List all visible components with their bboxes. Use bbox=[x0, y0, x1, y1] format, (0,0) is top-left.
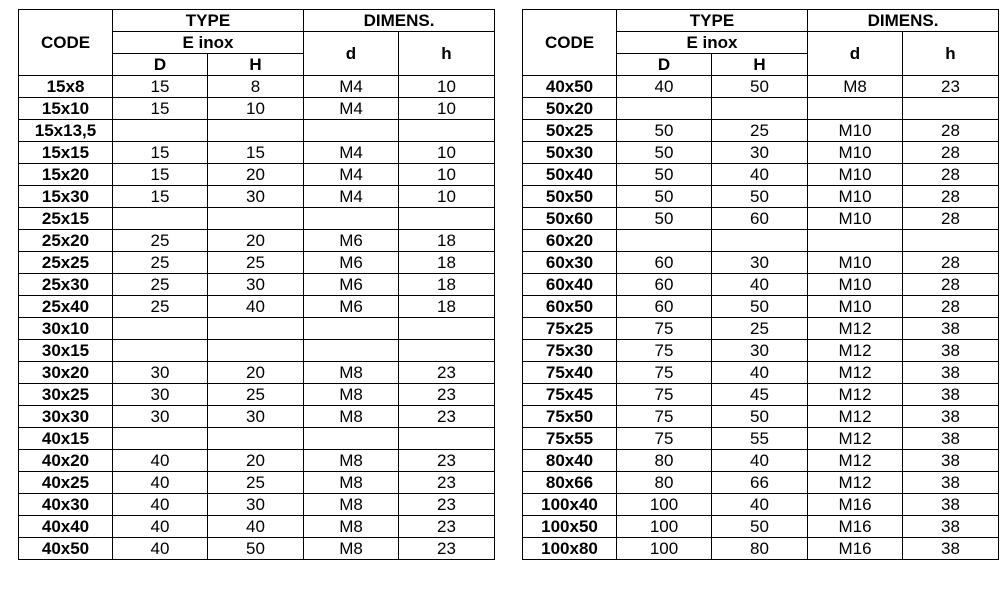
d-cell: M10 bbox=[808, 208, 903, 230]
code-cell: 80x66 bbox=[523, 472, 617, 494]
h-cell: 10 bbox=[399, 98, 495, 120]
d-cell: M12 bbox=[808, 384, 903, 406]
d-cell: M10 bbox=[808, 296, 903, 318]
H-cell: 30 bbox=[712, 340, 808, 362]
H-cell: 40 bbox=[712, 494, 808, 516]
H-cell: 8 bbox=[208, 76, 304, 98]
code-cell: 75x25 bbox=[523, 318, 617, 340]
d-cell: M12 bbox=[808, 340, 903, 362]
D-cell: 75 bbox=[617, 362, 712, 384]
H-cell: 25 bbox=[208, 472, 304, 494]
code-cell: 40x15 bbox=[19, 428, 113, 450]
header-material: E inox bbox=[617, 32, 808, 54]
d-cell: M12 bbox=[808, 472, 903, 494]
H-cell bbox=[208, 340, 304, 362]
d-cell: M8 bbox=[304, 472, 399, 494]
d-cell: M12 bbox=[808, 406, 903, 428]
table-row bbox=[19, 384, 495, 406]
header-type: TYPE bbox=[617, 10, 808, 32]
h-cell bbox=[399, 318, 495, 340]
d-cell: M16 bbox=[808, 516, 903, 538]
table-row bbox=[523, 362, 999, 384]
header-dimens: DIMENS. bbox=[808, 10, 999, 32]
H-cell: 30 bbox=[208, 274, 304, 296]
H-cell bbox=[208, 208, 304, 230]
D-cell: 75 bbox=[617, 428, 712, 450]
table-row bbox=[19, 472, 495, 494]
table-row bbox=[19, 142, 495, 164]
D-cell: 50 bbox=[617, 186, 712, 208]
table-row bbox=[523, 142, 999, 164]
table-row bbox=[523, 516, 999, 538]
table-row bbox=[523, 120, 999, 142]
code-cell: 30x10 bbox=[19, 318, 113, 340]
code-cell: 60x30 bbox=[523, 252, 617, 274]
D-cell: 25 bbox=[113, 230, 208, 252]
D-cell: 75 bbox=[617, 340, 712, 362]
code-cell: 50x40 bbox=[523, 164, 617, 186]
h-cell bbox=[399, 428, 495, 450]
h-cell: 38 bbox=[903, 362, 999, 384]
h-cell: 23 bbox=[399, 538, 495, 560]
h-cell: 23 bbox=[399, 384, 495, 406]
table-row bbox=[19, 538, 495, 560]
D-cell: 50 bbox=[617, 142, 712, 164]
h-cell: 38 bbox=[903, 516, 999, 538]
h-cell: 38 bbox=[903, 472, 999, 494]
header-type: TYPE bbox=[113, 10, 304, 32]
d-cell: M4 bbox=[304, 98, 399, 120]
table-body-left bbox=[19, 76, 495, 560]
h-cell: 38 bbox=[903, 494, 999, 516]
table-row bbox=[523, 472, 999, 494]
h-cell: 38 bbox=[903, 538, 999, 560]
code-cell: 60x20 bbox=[523, 230, 617, 252]
header-H: H bbox=[208, 54, 304, 76]
header-h: h bbox=[903, 32, 999, 76]
h-cell: 18 bbox=[399, 252, 495, 274]
H-cell: 30 bbox=[712, 142, 808, 164]
D-cell: 15 bbox=[113, 186, 208, 208]
d-cell: M6 bbox=[304, 252, 399, 274]
D-cell: 40 bbox=[617, 76, 712, 98]
code-cell: 75x50 bbox=[523, 406, 617, 428]
d-cell: M8 bbox=[808, 76, 903, 98]
d-cell: M12 bbox=[808, 318, 903, 340]
table-row bbox=[523, 252, 999, 274]
table-row bbox=[19, 98, 495, 120]
D-cell: 15 bbox=[113, 142, 208, 164]
H-cell: 30 bbox=[208, 186, 304, 208]
code-cell: 25x40 bbox=[19, 296, 113, 318]
d-cell: M10 bbox=[808, 164, 903, 186]
h-cell: 38 bbox=[903, 428, 999, 450]
H-cell: 50 bbox=[712, 406, 808, 428]
code-cell: 40x40 bbox=[19, 516, 113, 538]
d-cell: M8 bbox=[304, 362, 399, 384]
code-cell: 75x55 bbox=[523, 428, 617, 450]
code-cell: 60x40 bbox=[523, 274, 617, 296]
code-cell: 50x30 bbox=[523, 142, 617, 164]
D-cell: 30 bbox=[113, 384, 208, 406]
D-cell: 50 bbox=[617, 120, 712, 142]
h-cell: 38 bbox=[903, 340, 999, 362]
H-cell: 40 bbox=[712, 362, 808, 384]
table-row bbox=[523, 230, 999, 252]
header-material: E inox bbox=[113, 32, 304, 54]
d-cell: M4 bbox=[304, 76, 399, 98]
H-cell bbox=[712, 230, 808, 252]
code-cell: 100x50 bbox=[523, 516, 617, 538]
H-cell: 20 bbox=[208, 450, 304, 472]
code-cell: 40x50 bbox=[19, 538, 113, 560]
h-cell: 38 bbox=[903, 450, 999, 472]
h-cell: 23 bbox=[903, 76, 999, 98]
code-cell: 40x50 bbox=[523, 76, 617, 98]
h-cell bbox=[399, 340, 495, 362]
table-row bbox=[19, 494, 495, 516]
code-cell: 40x30 bbox=[19, 494, 113, 516]
d-cell: M8 bbox=[304, 516, 399, 538]
h-cell: 28 bbox=[903, 252, 999, 274]
d-cell: M16 bbox=[808, 538, 903, 560]
D-cell: 30 bbox=[113, 362, 208, 384]
H-cell: 25 bbox=[208, 252, 304, 274]
code-cell: 75x45 bbox=[523, 384, 617, 406]
table-row bbox=[523, 428, 999, 450]
h-cell: 23 bbox=[399, 362, 495, 384]
d-cell: M6 bbox=[304, 230, 399, 252]
H-cell: 60 bbox=[712, 208, 808, 230]
H-cell: 20 bbox=[208, 164, 304, 186]
D-cell: 40 bbox=[113, 538, 208, 560]
h-cell: 18 bbox=[399, 230, 495, 252]
d-cell: M10 bbox=[808, 120, 903, 142]
d-cell: M8 bbox=[304, 494, 399, 516]
table-row bbox=[19, 230, 495, 252]
H-cell: 40 bbox=[712, 450, 808, 472]
d-cell: M12 bbox=[808, 428, 903, 450]
header-code: CODE bbox=[523, 10, 617, 76]
code-cell: 15x30 bbox=[19, 186, 113, 208]
code-cell: 75x40 bbox=[523, 362, 617, 384]
D-cell bbox=[617, 230, 712, 252]
H-cell: 50 bbox=[712, 186, 808, 208]
D-cell: 60 bbox=[617, 274, 712, 296]
d-cell bbox=[304, 340, 399, 362]
code-cell: 15x13,5 bbox=[19, 120, 113, 142]
table-row bbox=[523, 208, 999, 230]
header-code: CODE bbox=[19, 10, 113, 76]
D-cell bbox=[113, 340, 208, 362]
H-cell: 50 bbox=[712, 76, 808, 98]
H-cell: 40 bbox=[208, 516, 304, 538]
header-D: D bbox=[617, 54, 712, 76]
d-cell bbox=[304, 428, 399, 450]
H-cell: 30 bbox=[208, 406, 304, 428]
code-cell: 30x15 bbox=[19, 340, 113, 362]
d-cell: M4 bbox=[304, 164, 399, 186]
code-cell: 25x15 bbox=[19, 208, 113, 230]
D-cell: 60 bbox=[617, 252, 712, 274]
d-cell: M8 bbox=[304, 406, 399, 428]
table-body-right bbox=[523, 76, 999, 560]
H-cell: 50 bbox=[712, 296, 808, 318]
h-cell bbox=[399, 120, 495, 142]
code-cell: 40x20 bbox=[19, 450, 113, 472]
H-cell: 20 bbox=[208, 230, 304, 252]
D-cell bbox=[113, 428, 208, 450]
D-cell: 15 bbox=[113, 98, 208, 120]
h-cell: 18 bbox=[399, 296, 495, 318]
table-row bbox=[19, 516, 495, 538]
H-cell: 30 bbox=[208, 494, 304, 516]
D-cell: 25 bbox=[113, 296, 208, 318]
D-cell: 75 bbox=[617, 318, 712, 340]
h-cell: 28 bbox=[903, 296, 999, 318]
D-cell: 50 bbox=[617, 208, 712, 230]
code-cell: 40x25 bbox=[19, 472, 113, 494]
d-cell: M10 bbox=[808, 274, 903, 296]
D-cell bbox=[113, 208, 208, 230]
code-cell: 80x40 bbox=[523, 450, 617, 472]
d-cell: M10 bbox=[808, 186, 903, 208]
code-cell: 50x25 bbox=[523, 120, 617, 142]
D-cell: 100 bbox=[617, 516, 712, 538]
H-cell: 50 bbox=[712, 516, 808, 538]
table-row bbox=[523, 450, 999, 472]
table-row bbox=[523, 98, 999, 120]
H-cell: 20 bbox=[208, 362, 304, 384]
code-cell: 30x20 bbox=[19, 362, 113, 384]
d-cell: M10 bbox=[808, 142, 903, 164]
d-cell bbox=[808, 230, 903, 252]
table-row bbox=[19, 450, 495, 472]
d-cell: M6 bbox=[304, 274, 399, 296]
code-cell: 15x20 bbox=[19, 164, 113, 186]
table-row bbox=[19, 362, 495, 384]
code-cell: 25x30 bbox=[19, 274, 113, 296]
D-cell: 75 bbox=[617, 406, 712, 428]
d-cell: M8 bbox=[304, 450, 399, 472]
h-cell: 28 bbox=[903, 120, 999, 142]
h-cell: 28 bbox=[903, 274, 999, 296]
h-cell: 23 bbox=[399, 494, 495, 516]
table-row bbox=[523, 538, 999, 560]
D-cell: 80 bbox=[617, 450, 712, 472]
table-row bbox=[523, 384, 999, 406]
header-dimens: DIMENS. bbox=[304, 10, 495, 32]
D-cell: 100 bbox=[617, 494, 712, 516]
table-row bbox=[523, 274, 999, 296]
d-cell: M10 bbox=[808, 252, 903, 274]
H-cell: 45 bbox=[712, 384, 808, 406]
h-cell: 18 bbox=[399, 274, 495, 296]
code-cell: 15x8 bbox=[19, 76, 113, 98]
h-cell: 28 bbox=[903, 186, 999, 208]
H-cell: 40 bbox=[712, 164, 808, 186]
code-cell: 75x30 bbox=[523, 340, 617, 362]
h-cell: 28 bbox=[903, 164, 999, 186]
H-cell: 30 bbox=[712, 252, 808, 274]
H-cell bbox=[208, 120, 304, 142]
D-cell: 40 bbox=[113, 450, 208, 472]
D-cell: 40 bbox=[113, 516, 208, 538]
table-row bbox=[19, 274, 495, 296]
header-H: H bbox=[712, 54, 808, 76]
D-cell: 15 bbox=[113, 76, 208, 98]
h-cell: 38 bbox=[903, 406, 999, 428]
h-cell: 10 bbox=[399, 164, 495, 186]
H-cell: 25 bbox=[712, 120, 808, 142]
H-cell bbox=[208, 318, 304, 340]
D-cell: 25 bbox=[113, 274, 208, 296]
code-cell: 30x25 bbox=[19, 384, 113, 406]
code-cell: 15x10 bbox=[19, 98, 113, 120]
code-cell: 50x20 bbox=[523, 98, 617, 120]
code-cell: 25x25 bbox=[19, 252, 113, 274]
H-cell: 40 bbox=[208, 296, 304, 318]
D-cell bbox=[113, 120, 208, 142]
code-cell: 25x20 bbox=[19, 230, 113, 252]
code-cell: 100x80 bbox=[523, 538, 617, 560]
h-cell: 23 bbox=[399, 516, 495, 538]
table-row bbox=[19, 76, 495, 98]
code-cell: 100x40 bbox=[523, 494, 617, 516]
H-cell: 55 bbox=[712, 428, 808, 450]
h-cell bbox=[903, 230, 999, 252]
h-cell: 10 bbox=[399, 76, 495, 98]
h-cell: 23 bbox=[399, 450, 495, 472]
header-D: D bbox=[113, 54, 208, 76]
D-cell: 80 bbox=[617, 472, 712, 494]
D-cell: 15 bbox=[113, 164, 208, 186]
table-row bbox=[19, 318, 495, 340]
d-cell bbox=[304, 318, 399, 340]
D-cell: 30 bbox=[113, 406, 208, 428]
d-cell: M12 bbox=[808, 450, 903, 472]
table-row bbox=[19, 252, 495, 274]
D-cell: 100 bbox=[617, 538, 712, 560]
H-cell: 80 bbox=[712, 538, 808, 560]
d-cell: M8 bbox=[304, 538, 399, 560]
table-row bbox=[19, 428, 495, 450]
header-d: d bbox=[304, 32, 399, 76]
code-cell: 50x50 bbox=[523, 186, 617, 208]
D-cell: 50 bbox=[617, 164, 712, 186]
H-cell: 10 bbox=[208, 98, 304, 120]
D-cell: 75 bbox=[617, 384, 712, 406]
spec-table-left bbox=[18, 9, 495, 560]
code-cell: 50x60 bbox=[523, 208, 617, 230]
h-cell: 38 bbox=[903, 384, 999, 406]
D-cell bbox=[113, 318, 208, 340]
D-cell: 40 bbox=[113, 472, 208, 494]
table-row bbox=[19, 340, 495, 362]
table-row bbox=[523, 76, 999, 98]
h-cell bbox=[399, 208, 495, 230]
D-cell bbox=[617, 98, 712, 120]
h-cell: 28 bbox=[903, 208, 999, 230]
H-cell: 25 bbox=[712, 318, 808, 340]
code-cell: 15x15 bbox=[19, 142, 113, 164]
code-cell: 60x50 bbox=[523, 296, 617, 318]
d-cell: M4 bbox=[304, 186, 399, 208]
code-cell: 30x30 bbox=[19, 406, 113, 428]
table-row bbox=[523, 340, 999, 362]
D-cell: 60 bbox=[617, 296, 712, 318]
d-cell: M6 bbox=[304, 296, 399, 318]
table-row bbox=[19, 296, 495, 318]
d-cell bbox=[304, 208, 399, 230]
table-row bbox=[523, 164, 999, 186]
d-cell bbox=[808, 98, 903, 120]
d-cell bbox=[304, 120, 399, 142]
D-cell: 25 bbox=[113, 252, 208, 274]
h-cell: 23 bbox=[399, 472, 495, 494]
H-cell bbox=[712, 98, 808, 120]
D-cell: 40 bbox=[113, 494, 208, 516]
header-d: d bbox=[808, 32, 903, 76]
table-row bbox=[19, 406, 495, 428]
table-row bbox=[523, 406, 999, 428]
h-cell: 23 bbox=[399, 406, 495, 428]
H-cell: 15 bbox=[208, 142, 304, 164]
H-cell: 50 bbox=[208, 538, 304, 560]
h-cell: 10 bbox=[399, 186, 495, 208]
table-row bbox=[19, 164, 495, 186]
H-cell: 25 bbox=[208, 384, 304, 406]
spec-table-right bbox=[522, 9, 999, 560]
h-cell bbox=[903, 98, 999, 120]
table-row bbox=[523, 186, 999, 208]
H-cell: 40 bbox=[712, 274, 808, 296]
table-row bbox=[19, 120, 495, 142]
table-row bbox=[523, 494, 999, 516]
h-cell: 10 bbox=[399, 142, 495, 164]
d-cell: M16 bbox=[808, 494, 903, 516]
d-cell: M4 bbox=[304, 142, 399, 164]
H-cell bbox=[208, 428, 304, 450]
table-row bbox=[19, 186, 495, 208]
h-cell: 38 bbox=[903, 318, 999, 340]
d-cell: M8 bbox=[304, 384, 399, 406]
d-cell: M12 bbox=[808, 362, 903, 384]
h-cell: 28 bbox=[903, 142, 999, 164]
H-cell: 66 bbox=[712, 472, 808, 494]
table-row bbox=[19, 208, 495, 230]
table-row bbox=[523, 318, 999, 340]
header-h: h bbox=[399, 32, 495, 76]
table-row bbox=[523, 296, 999, 318]
